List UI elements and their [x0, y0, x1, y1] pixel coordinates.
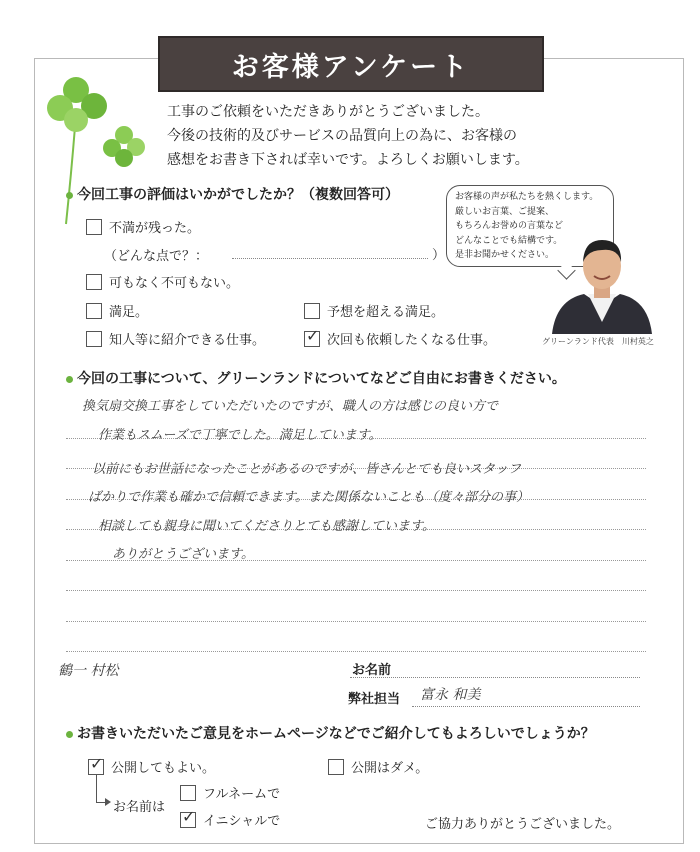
intro-line: 感想をお書き下されば幸いです。よろしくお願いします。	[167, 152, 529, 168]
option-label: 満足。	[109, 305, 149, 320]
option-again[interactable]	[304, 325, 497, 348]
q3-heading-text: お書きいただいたご意見をホームページなどでご紹介してもよろしいでしょうか？	[77, 726, 595, 742]
option-exceeded[interactable]	[304, 301, 444, 320]
photo-caption: グリーンランド代表 川村英之	[542, 337, 654, 346]
handwritten-comment-line: 以前にもお世話になったことがあるのですが、皆さんとても良いスタッフ	[92, 462, 522, 477]
option-label: 不満が残った。	[109, 221, 201, 236]
option-label: 予想を超える満足。	[327, 305, 445, 320]
arrow-line	[96, 774, 97, 802]
q2-heading-text: 今回の工事について、グリーンランドについてなどご自由にお書きください。	[77, 371, 566, 387]
option-recommend[interactable]	[86, 329, 265, 348]
q1-heading	[66, 184, 399, 204]
arrow-right-icon	[105, 798, 111, 806]
comment-line	[66, 591, 646, 622]
checkbox-fullname[interactable]	[180, 785, 196, 801]
checkbox-public-ok[interactable]	[88, 753, 104, 775]
checkbox-again[interactable]	[304, 325, 320, 347]
bullet-icon	[66, 376, 73, 383]
bullet-icon	[66, 192, 73, 199]
q1-heading-text: 今回工事の評価はいかがでしたか？（複数回答可）	[77, 187, 399, 203]
checkbox-public-ng[interactable]	[328, 759, 344, 775]
bullet-icon	[66, 731, 73, 738]
q3-heading	[66, 723, 595, 743]
closing-message: ご協力ありがとうございました。	[425, 817, 621, 832]
name-input-line[interactable]	[350, 677, 640, 678]
staff-signature: 富永 和美	[420, 687, 481, 703]
checkmark-icon: ✓	[90, 753, 104, 773]
comment-line	[66, 561, 646, 592]
page-title: お客様アンケート	[231, 51, 471, 83]
option-neither[interactable]	[86, 272, 239, 291]
handwritten-comment-line: 作業もスムーズで丁寧でした。満足しています。	[98, 428, 382, 443]
detail-prompt: （どんな点で？：	[104, 249, 209, 264]
clover-small-icon	[100, 122, 150, 172]
q2-heading	[66, 368, 566, 388]
option-public-ok[interactable]	[88, 753, 216, 776]
name-label: お名前	[352, 663, 392, 678]
title-banner	[158, 36, 544, 92]
option-label: 知人等に紹介できる仕事。	[109, 333, 266, 348]
intro-line: 今後の技術的及びサービスの品質向上の為に、お客様の	[167, 128, 517, 144]
option-public-ng[interactable]	[328, 757, 428, 776]
checkbox-unsatisfied[interactable]	[86, 219, 102, 235]
option-label: 公開はダメ。	[351, 761, 429, 776]
representative-photo	[548, 232, 656, 334]
bubble-line: 是非お聞かせください。	[455, 250, 555, 260]
option-label: 可もなく不可もない。	[109, 276, 240, 291]
customer-signature: 鶴一 村松	[58, 663, 119, 679]
bubble-line: お客様の声が私たちを熱くします。	[455, 192, 599, 202]
option-label: フルネームで	[203, 787, 281, 802]
intro-line: 工事のご依頼をいただきありがとうございました。	[167, 104, 489, 120]
bubble-line: もちろんお誉めの言葉など	[455, 221, 564, 231]
option-label: 次回も依頼したくなる仕事。	[327, 333, 497, 348]
checkmark-icon: ✓	[182, 806, 196, 826]
checkmark-icon: ✓	[306, 325, 320, 345]
option-satisfied[interactable]	[86, 301, 148, 320]
option-fullname[interactable]	[180, 783, 280, 802]
handwritten-comment-line: ありがとうございます。	[112, 547, 254, 562]
option-label: 公開してもよい。	[111, 761, 216, 776]
checkbox-recommend[interactable]	[86, 331, 102, 347]
handwritten-comment-line: 換気扇交換工事をしていただいたのですが、職人の方は感じの良い方で	[82, 399, 499, 414]
bubble-line: どんなことでも結構です。	[455, 235, 563, 246]
handwritten-comment-line: ばかりで作業も確かで信頼できます。また関係ないことも（度々部分の事）	[88, 490, 529, 505]
comment-line	[66, 622, 646, 653]
detail-close-paren: ）	[432, 248, 446, 263]
checkbox-neither[interactable]	[86, 274, 102, 290]
checkbox-exceeded[interactable]	[304, 303, 320, 319]
staff-input-line	[412, 706, 640, 707]
intro-text	[167, 100, 647, 172]
checkbox-satisfied[interactable]	[86, 303, 102, 319]
detail-input-line[interactable]	[232, 258, 428, 259]
option-label: イニシャルで	[203, 814, 281, 829]
bubble-line: 厳しいお言葉、ご提案、	[455, 206, 555, 217]
checkbox-initial[interactable]	[180, 806, 196, 828]
staff-label: 弊社担当	[348, 692, 401, 707]
option-initial[interactable]	[180, 806, 281, 829]
option-unsatisfied[interactable]	[86, 217, 200, 236]
handwritten-comment-line: 相談しても親身に聞いてくださりとても感謝しています。	[98, 519, 435, 534]
name-type-label: お名前は	[113, 800, 166, 815]
